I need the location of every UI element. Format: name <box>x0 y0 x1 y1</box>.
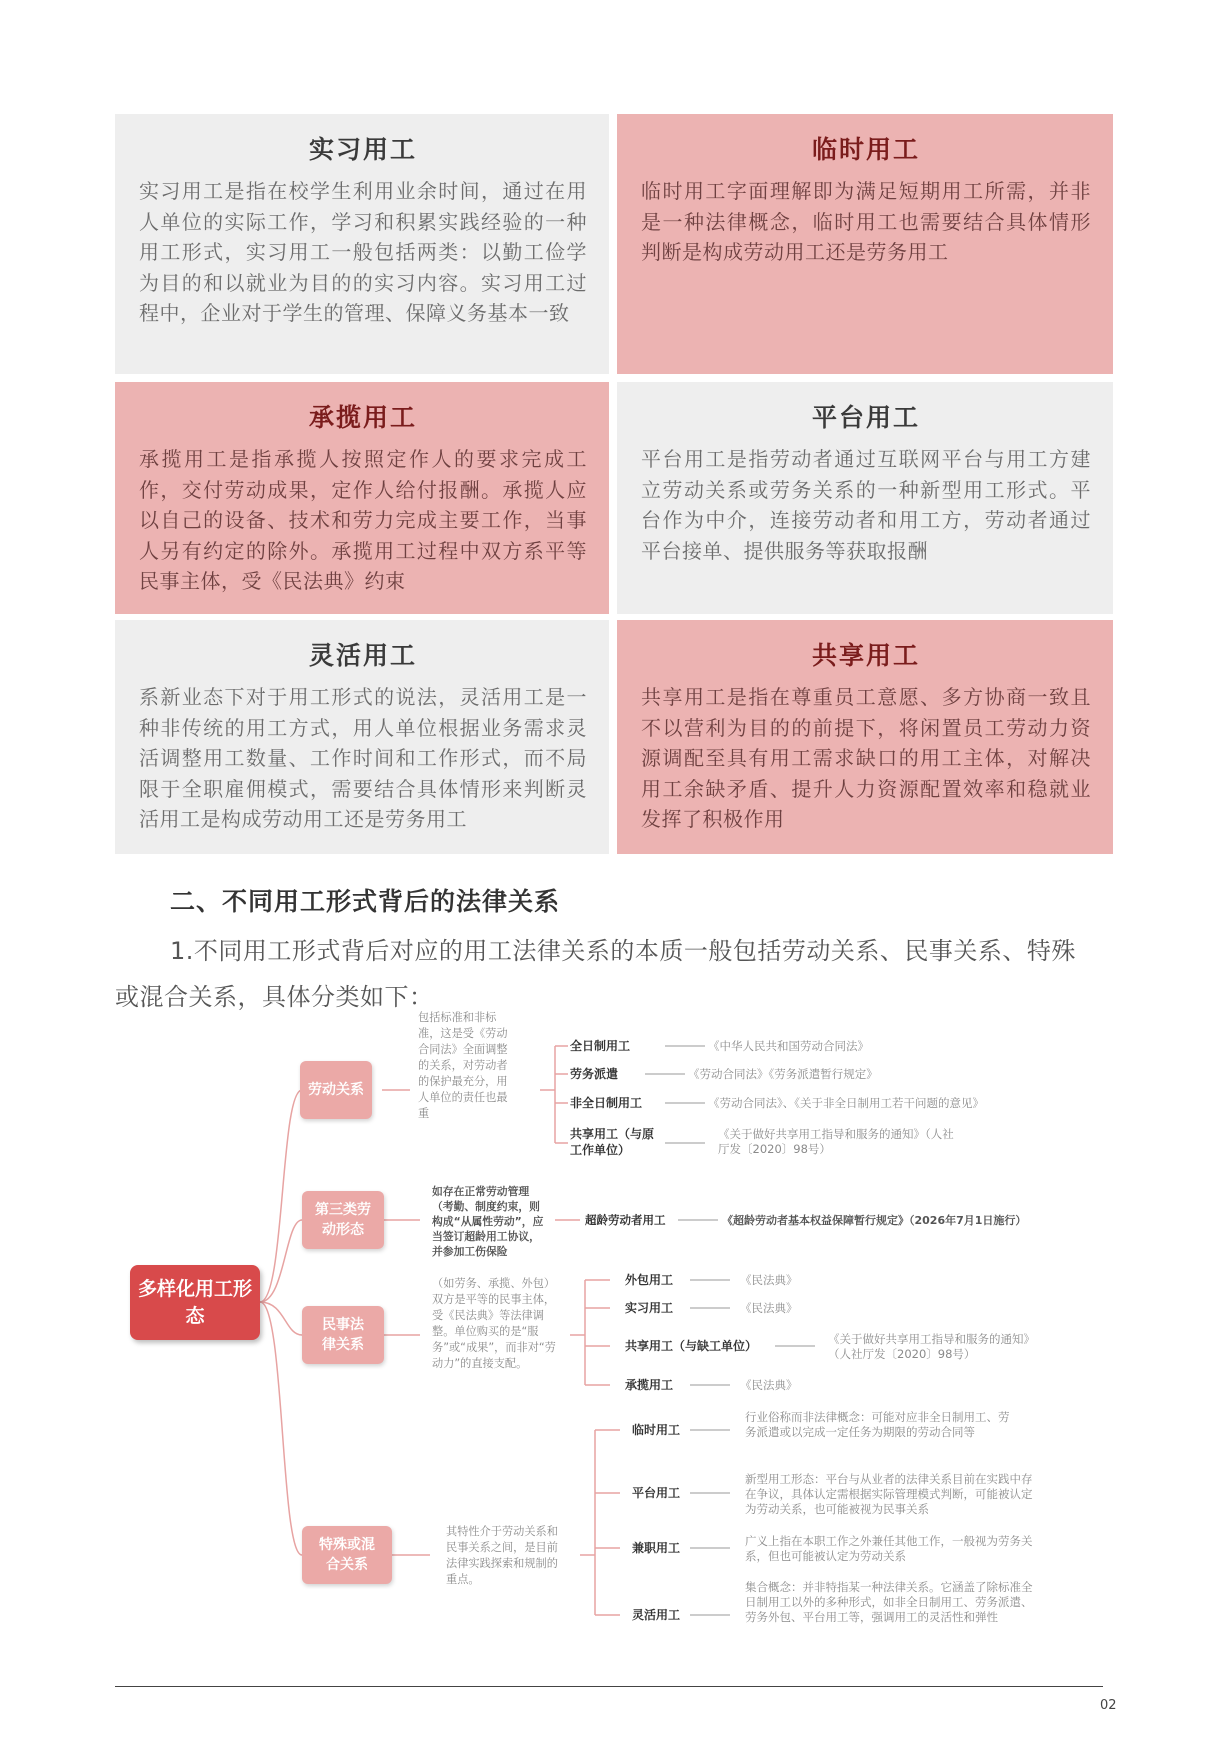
civil-item: 共享用工（与缺工单位） <box>625 1339 758 1353</box>
footer-divider <box>115 1686 1103 1687</box>
category-labor <box>300 1061 372 1119</box>
section-title: 二、不同用工形式背后的法律关系 <box>170 887 561 916</box>
mind-map <box>0 1010 1218 1650</box>
card-text: 临时用工字面理解即为满足短期用工所需，并非是一种法律概念，临时用工也需要结合具体情形判断是构成劳动用工还是劳务用工 <box>641 179 1091 264</box>
card-title: 平台用工 <box>811 403 920 432</box>
civil-item: 外包用工 <box>625 1273 674 1287</box>
category-label: 劳动关系 <box>308 1082 364 1098</box>
card-text: 系新业态下对于用工形式的说法，灵活用工是一种非传统的用工方式，用人单位根据业务需求灵活调整用工数量、工作时间和工作形式，而不局限于全职雇佣模式，需要结合具体情形来判断灵活用工是构成劳动用工还是劳务用工 <box>139 685 587 831</box>
civil-note: 《民法典》 <box>740 1273 798 1287</box>
labor-note: 《中华人民共和国劳动合同法》 <box>708 1039 869 1053</box>
category-label: 民事法律关系 <box>322 1317 364 1353</box>
card-title: 临时用工 <box>811 135 920 164</box>
civil-note: 《民法典》 <box>740 1301 798 1315</box>
third-note: 《超龄劳动者基本权益保障暂行规定》（2026年7月1日施行） <box>722 1214 1027 1227</box>
special-desc: 其特性介于劳动关系和民事关系之间，是目前法律实践探索和规制的重点。 <box>446 1525 558 1586</box>
labor-note: 《劳动合同法》《劳务派遣暂行规定》 <box>688 1067 878 1081</box>
card-text: 实习用工是指在校学生利用业余时间，通过在用人单位的实际工作，学习和积累实践经验的一种用工形式，实习用工一般包括两类：以勤工俭学为目的和以就业为目的的实习内容。实习用工过程中，企业对于学生的管理、保障义务基本一致 <box>139 179 587 325</box>
third-desc: 如存在正常劳动管理（考勤、制度约束，则构成“从属性劳动”，应当签订超龄用工协议，并参加工伤保险 <box>432 1185 544 1258</box>
category-special <box>302 1526 392 1584</box>
card-text: 承揽用工是指承揽人按照定作人的要求完成工作，交付劳动成果，定作人给付报酬。承揽人应以自己的设备、技术和劳力完成主要工作，当事人另有约定的除外。承揽用工过程中双方系平等民事主体，受《民法典》约束 <box>139 447 587 593</box>
civil-note: 《关于做好共享用工指导和服务的通知》（人社厅发〔2020〕98号） <box>828 1332 1030 1361</box>
labor-note: 《关于做好共享用工指导和服务的通知》（人社厅发〔2020〕98号） <box>718 1127 954 1156</box>
labor-item: 劳务派遣 <box>570 1067 619 1081</box>
card-flexible <box>115 620 609 854</box>
labor-note: 《劳动合同法》、《关于非全日制用工若干问题的意见》 <box>708 1096 984 1110</box>
special-item: 兼职用工 <box>632 1541 681 1555</box>
page-number: 02 <box>1100 1698 1117 1713</box>
special-note: 广义上指在本职工作之外兼任其他工作，一般视为劳务关系，但也可能被认定为劳动关系 <box>745 1534 1033 1563</box>
card-title: 实习用工 <box>308 135 417 164</box>
civil-item: 实习用工 <box>625 1301 674 1315</box>
special-item: 临时用工 <box>632 1423 681 1437</box>
card-platform <box>617 382 1113 614</box>
third-item: 超龄劳动者用工 <box>585 1213 666 1227</box>
card-title: 承揽用工 <box>308 403 417 432</box>
category-third <box>302 1191 384 1249</box>
category-label: 特殊或混合关系 <box>319 1537 375 1573</box>
labor-item: 共享用工（与原工作单位） <box>570 1127 655 1157</box>
special-note: 新型用工形态：平台与从业者的法律关系目前在实践中存在争议，具体认定需根据实际管理模式判断，可能被认定为劳动关系，也可能被视为民事关系 <box>745 1472 1033 1516</box>
card-internship <box>115 114 609 374</box>
special-note: 行业俗称而非法律概念：可能对应非全日制用工、劳务派遣或以完成一定任务为期限的劳动合同等 <box>745 1410 1010 1439</box>
civil-note: 《民法典》 <box>740 1378 798 1392</box>
labor-desc: 包括标准和非标准，这是受《劳动合同法》全面调整的关系，对劳动者的保护最充分，用人单位的责任也最重 <box>418 1011 508 1120</box>
labor-item: 非全日制用工 <box>570 1096 643 1110</box>
card-contracting <box>115 382 609 614</box>
special-item: 灵活用工 <box>632 1608 681 1622</box>
civil-desc: （如劳务、承揽、外包）双方是平等的民事主体，受《民法典》等法律调整。单位购买的是“服务”或“成果”，而非对“劳动力”的直接支配。 <box>432 1277 556 1370</box>
intro-paragraph: 1.不同用工形式背后对应的用工法律关系的本质一般包括劳动关系、民事关系、特殊或混合关系，具体分类如下： <box>115 937 1076 1011</box>
labor-item: 全日制用工 <box>570 1039 631 1053</box>
special-note: 集合概念：并非特指某一种法律关系。它涵盖了除标准全日制用工以外的多种形式，如非全日制用工、劳务派遣、劳务外包、平台用工等，强调用工的灵活性和弹性 <box>745 1580 1033 1624</box>
category-label: 第三类劳动形态 <box>315 1202 371 1238</box>
civil-item: 承揽用工 <box>625 1378 674 1392</box>
card-text: 共享用工是指在尊重员工意愿、多方协商一致且不以营利为目的的前提下，将闲置员工劳动力资源调配至具有用工需求缺口的用工主体，对解决用工余缺矛盾、提升人力资源配置效率和稳就业发挥了积极作用 <box>641 685 1091 831</box>
card-temporary <box>617 114 1113 374</box>
special-item: 平台用工 <box>632 1486 681 1500</box>
card-title: 灵活用工 <box>308 641 417 670</box>
card-text: 平台用工是指劳动者通过互联网平台与用工方建立劳动关系或劳务关系的一种新型用工形式。平台作为中介，连接劳动者和用工方，劳动者通过平台接单、提供服务等获取报酬 <box>641 447 1091 563</box>
mindmap-root: 多样化用工形态 <box>130 1265 260 1340</box>
card-shared <box>617 620 1113 854</box>
card-title: 共享用工 <box>811 641 920 670</box>
category-civil <box>302 1306 384 1364</box>
